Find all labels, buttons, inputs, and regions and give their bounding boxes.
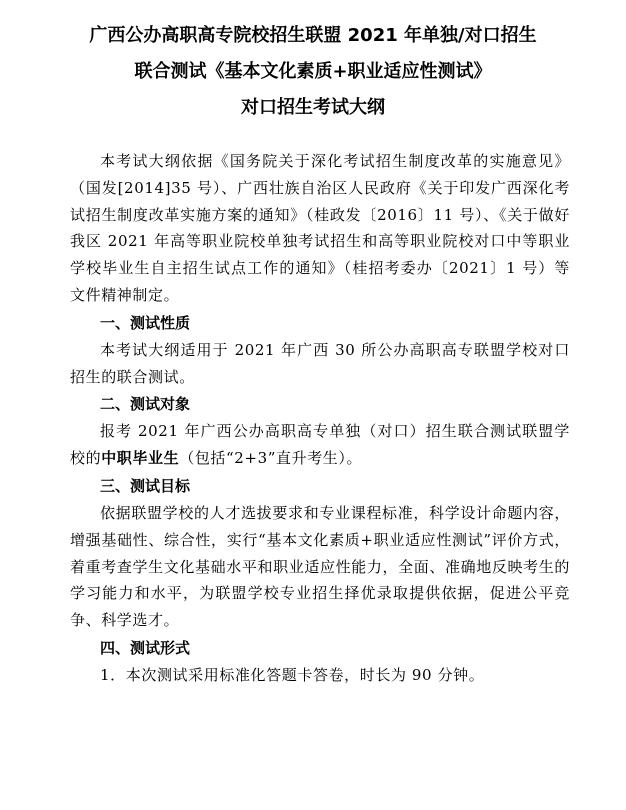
section-heading-goal: 三、测试目标	[100, 476, 191, 495]
target-text-bold: 中职毕业生	[101, 449, 180, 468]
target-text-after: （包括“2+3”直升考生）。	[179, 449, 363, 468]
document-body	[70, 148, 570, 689]
title-line-2: 联合测试《基本文化素质+职业适应性测试》	[134, 61, 492, 82]
intro-paragraph: 本考试大纲依据《国务院关于深化考试招生制度改革的实施意见》（国发[2014]35 号）、广西壮族自治区人民政府《关于印发广西深化考试招生制度改革实施方案的通知》（桂政发〔2016〕11 号）、《关于做好我区 2021 年高等职业院校单独考试招生和高等职业院校对口中等职业学校毕业生自主招生试点工作的通知》（桂招考委办〔2021〕1 号）等文件精神制定。	[70, 152, 570, 304]
title-line-1: 广西公办高职高专院校招生联盟 2021 年单独/对口招生	[89, 25, 537, 46]
document-title	[0, 18, 626, 126]
section-text-target	[70, 418, 570, 472]
section-text-nature: 本考试大纲适用于 2021 年广西 30 所公办高职高专联盟学校对口招生的联合测试。	[70, 340, 570, 386]
section-heading-target: 二、测试对象	[100, 395, 191, 414]
title-line-3: 对口招生考试大纲	[241, 97, 385, 118]
section-item-format-1: 1．本次测试采用标准化答题卡答卷，时长为 90 分钟。	[100, 665, 485, 684]
section-heading-format: 四、测试形式	[100, 638, 191, 657]
section-heading-nature: 一、测试性质	[100, 313, 191, 332]
target-text-before: 报考 2021 年广西公办高职高专单独（对口）招生联合测试联盟学校的	[70, 422, 570, 468]
section-text-goal: 依据联盟学校的人才选拔要求和专业课程标准，科学设计命题内容，增强基础性、综合性，实行“基本文化素质+职业适应性测试”评价方式，着重考查学生文化基础水平和职业适应性能力，全面、准确地反映考生的学习能力和水平，为联盟学校专业招生择优录取提供依据，促进公平竞争、科学选才。	[70, 503, 570, 630]
